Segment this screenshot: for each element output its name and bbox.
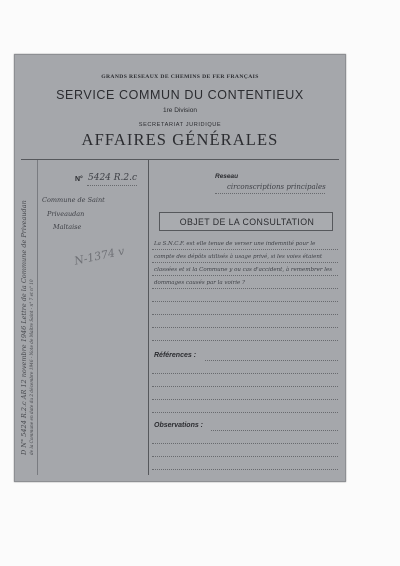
- consultation-form-sheet: [14, 54, 346, 482]
- writing-line: [211, 430, 338, 431]
- consultation-line-2: compte des dépôts utilisés à usage privé, si les voies étaient: [154, 254, 323, 260]
- writing-line: [152, 301, 338, 302]
- writing-line: [152, 249, 338, 250]
- objet-title: OBJET DE LA CONSULTATION: [179, 217, 315, 227]
- name-line-2: Priveaudan: [47, 210, 85, 218]
- writing-line: [152, 340, 338, 341]
- number-prefix: N°: [75, 176, 83, 183]
- writing-line: [152, 314, 338, 315]
- reseau-label: Reseau: [215, 173, 239, 180]
- writing-line: [152, 262, 338, 263]
- writing-line: [152, 469, 338, 470]
- margin-annotation-line-1: D N° 5424 R.2.c AR 12 novembre 1946 Lettre de la Commune de Priveaudan: [20, 200, 28, 455]
- writing-line: [152, 386, 338, 387]
- writing-line: [152, 373, 338, 374]
- writing-line: [152, 456, 338, 457]
- affaires-title: AFFAIRES GÉNÉRALES: [81, 130, 279, 149]
- consultation-line-1: La S.N.C.F. est elle tenue de verser une indemnité pour le: [154, 241, 316, 247]
- writing-line: [152, 412, 338, 413]
- secretariat-label: SECRETARIAT JURIDIQUE: [138, 122, 222, 128]
- name-line-3: Maltaise: [53, 223, 82, 231]
- writing-line: [152, 288, 338, 289]
- observations-label: Observations :: [154, 422, 204, 429]
- references-label: Références :: [154, 352, 197, 359]
- writing-line: [152, 399, 338, 400]
- network-name: GRANDS RESEAUX DE CHEMINS DE FER FRANÇAIS: [101, 74, 259, 80]
- margin-annotation-line-2: de la Commune en date du 2 décembre 1946 - Note de Maître Saint - n° 7 et n° 10: [29, 279, 34, 455]
- number-line: [87, 185, 137, 186]
- name-line-1: Commune de Saint: [42, 196, 105, 204]
- reseau-line: [215, 193, 325, 194]
- reseau-value: circonscriptions principales: [227, 183, 326, 191]
- margin-rule: [37, 159, 38, 475]
- pencil-stamp: N-1374 v: [73, 244, 126, 268]
- consultation-line-3: classées et si la Commune y ou cas d'accident, à remembrer les: [154, 267, 333, 273]
- writing-line: [152, 443, 338, 444]
- header-divider: [21, 159, 339, 160]
- column-divider: [148, 159, 149, 475]
- service-title: SERVICE COMMUN DU CONTENTIEUX: [56, 88, 304, 102]
- writing-line: [205, 360, 338, 361]
- consultation-line-4: dommages causés par la voirie ?: [154, 280, 245, 286]
- writing-line: [152, 275, 338, 276]
- number-value: 5424 R.2.c: [88, 173, 138, 183]
- division-label: 1re Division: [163, 107, 197, 114]
- writing-line: [152, 327, 338, 328]
